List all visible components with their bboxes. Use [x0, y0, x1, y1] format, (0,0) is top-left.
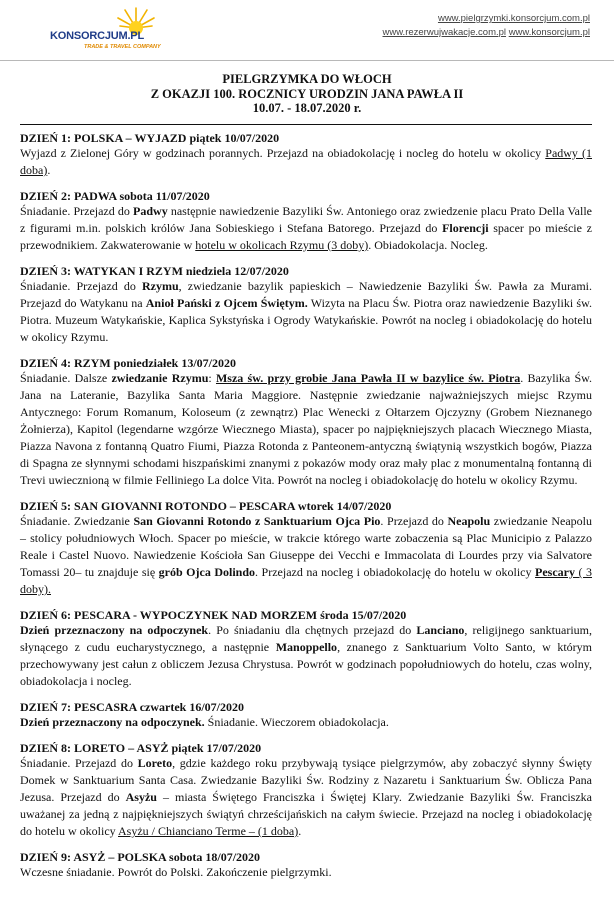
day-1 — [20, 131, 592, 179]
day-heading: DZIEŃ 8: LORETO – ASYŻ piątek 17/07/2020 — [20, 741, 262, 755]
day-heading: DZIEŃ 9: ASYŻ – POLSKA sobota 18/07/2020 — [20, 850, 261, 864]
link-pielgrzymki[interactable]: www.pielgrzymki.konsorcjum.com.pl — [437, 13, 590, 24]
day-9 — [20, 850, 592, 881]
day-7 — [20, 700, 592, 731]
day-6 — [20, 608, 592, 690]
day-5 — [20, 499, 592, 598]
day-description: Śniadanie. Dalsze zwiedzanie Rzymu: Msza św. przy grobie Jana Pawła II w bazylice św. Piotra. Bazylika Św. Jana na Lateranie, Bazylika Santa Maria Maggiore. Następnie zwiedzanie najważniejszych miejsc Rzymu Antycznego: Forum Romanum, Koloseum (z zewnątrz) Plac Wenecki z Ołtarzem Ojczyzny (Grobem Nieznanego Żołnierza), Kapitol (legendarne wzgórze Wiecznego Miasta), spacer po najpiękniejszych placach Wiecznego Miasta, Piazza Navona z fontanną Quatro Fiumi, Piazza Rotonda z Panteonem-antyczną świątynią wszystkich bogów, Piazza di Spagna ze słynnymi schodami hiszpańskimi znanymi z pokazów mody oraz mały plac z monumentalną fontanną di Trevi uwiecznioną w filmie Felliniego La dolce Vita. Powrót na nocleg i obiadokolację do hotelu w okolicy Rzymu. — [20, 371, 592, 487]
link-rezerwujwakacje[interactable]: www.rezerwujwakacje.com.pl — [382, 27, 507, 38]
day-description: Wczesne śniadanie. Powrót do Polski. Zakończenie pielgrzymki. — [20, 865, 332, 879]
logo-tagline: TRADE & TRAVEL COMPANY — [84, 44, 161, 50]
day-description: Wyjazd z Zielonej Góry w godzinach porannych. Przejazd na obiadokolację i nocleg do hotelu w okolicy Padwy (1 doba). — [20, 146, 592, 177]
title-line-2: Z OKAZJI 100. ROCZNICY URODZIN JANA PAWŁA II — [150, 86, 464, 101]
itinerary — [20, 124, 592, 891]
header-links — [383, 12, 591, 40]
day-4 — [20, 356, 592, 489]
day-heading: DZIEŃ 6: PESCARA - WYPOCZYNEK NAD MORZEM środa 15/07/2020 — [20, 608, 407, 622]
day-heading: DZIEŃ 4: RZYM poniedziałek 13/07/2020 — [20, 356, 237, 370]
konsorcjum-logo — [50, 6, 170, 58]
day-description: Śniadanie. Przejazd do Padwy następnie nawiedzenie Bazyliki Św. Antoniego oraz zwiedzenie placu Prato Della Valle z figurami m.in. polskich królów Jana Sobieskiego i Stefana Batorego. Przejazd do Florencji spacer po mieście z przewodnikiem. Zakwaterowanie w hotelu w okolicach Rzymu (3 doby). Obiadokolacja. Nocleg. — [20, 204, 592, 252]
day-heading: DZIEŃ 3: WATYKAN I RZYM niedziela 12/07/2020 — [20, 264, 289, 278]
link-konsorcjum[interactable]: www.konsorcjum.pl — [508, 27, 590, 38]
day-description: Śniadanie. Przejazd do Loreto, gdzie każdego roku przybywają tysiące pielgrzymów, aby zobaczyć słynny Święty Domek w Sanktuarium Santa Casa. Zwiedzanie Bazyliki Św. Rodziny z Nazaretu i Sanktuarium Św. Oblicza Pana Jezusa. Przejazd do Asyżu – miasta Świętego Franciszka i Świętej Klary. Zwiedzanie Bazyliki Św. Franciszka uważanej za jedną z najpiękniejszych świątyń chrześcijańskich na całym świecie. Przejazd na nocleg i obiadokolację do hotelu w okolicy Asyżu / Chianciano Terme – (1 doba). — [20, 756, 592, 838]
day-heading: DZIEŃ 5: SAN GIOVANNI ROTONDO – PESCARA wtorek 14/07/2020 — [20, 499, 392, 513]
header-divider — [0, 60, 614, 61]
logo-text: KONSORCJUM.PL — [50, 30, 144, 42]
title-line-3: 10.07. - 18.07.2020 r. — [252, 101, 362, 115]
day-2 — [20, 189, 592, 254]
title-line-1: PIELGRZYMKA DO WŁOCH — [222, 72, 392, 86]
day-description: Śniadanie. Przejazd do Rzymu, zwiedzanie bazylik papieskich – Nawiedzenie Bazyliki Św. Pawła za Murami. Przejazd do Watykanu na Anioł Pański z Ojcem Świętym. Wizyta na Placu Św. Piotra oraz nawiedzenie Bazyliki św. Piotra. Muzeum Watykańskie, Kaplica Sykstyńska i Ogrody Watykańskie. Powrót na nocleg i obiadokolację do hotelu w okolicy Rzymu. — [20, 279, 592, 344]
itinerary-divider — [20, 124, 592, 125]
day-3 — [20, 264, 592, 346]
day-heading: DZIEŃ 2: PADWA sobota 11/07/2020 — [20, 189, 210, 203]
day-heading: DZIEŃ 1: POLSKA – WYJAZD piątek 10/07/2020 — [20, 131, 280, 145]
day-8 — [20, 741, 592, 840]
day-description: Dzień przeznaczony na odpoczynek. Śniadanie. Wieczorem obiadokolacja. — [20, 715, 389, 729]
document-title — [0, 72, 614, 116]
day-description: Dzień przeznaczony na odpoczynek. Po śniadaniu dla chętnych przejazd do Lanciano, religijnego sanktuarium, słynącego z cudu eucharystycznego, a następnie Manoppello, znanego z Sanktuarium Volto Santo, w którym przechowywany jest całun z obliczem Jezusa Chrystusa. Powrót w godzinach popołudniowych do hotelu, czas wolny, obiadokolacja i nocleg. — [20, 623, 592, 688]
day-heading: DZIEŃ 7: PESCASRA czwartek 16/07/2020 — [20, 700, 244, 714]
day-description: Śniadanie. Zwiedzanie San Giovanni Rotondo z Sanktuarium Ojca Pio. Przejazd do Neapolu zwiedzanie Neapolu – stolicy południowych Włoch. Spacer po mieście, w trakcie którego warte zobaczenia są Plac Municipio z Palazzo Reale i Castel Nuovo. Nawiedzenie Kościoła San Giuseppe dei Vecchi e Immacolata di Lourdes przy via Salvatore Tomassi 20– tu znajduje się grób Ojca Dolindo. Przejazd na nocleg i obiadokolację do hotelu w okolicy Pescary ( 3 doby). — [20, 514, 593, 596]
